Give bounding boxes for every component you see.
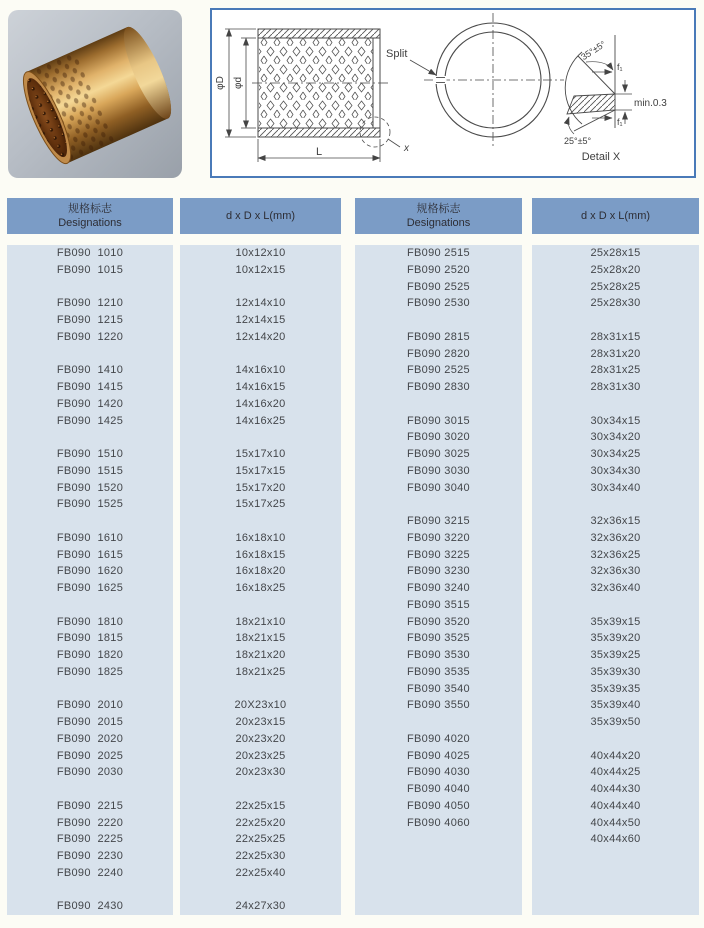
table-cell: 35x39x30 bbox=[590, 665, 641, 678]
table-cell bbox=[7, 513, 173, 530]
table-cell: 16x18x20 bbox=[235, 565, 286, 578]
table-cell bbox=[355, 496, 522, 513]
table-cell bbox=[355, 898, 522, 915]
dim-phid-label: φd bbox=[233, 76, 244, 90]
bushing-photo bbox=[8, 10, 182, 178]
table-cell: FB090 1615 bbox=[56, 548, 124, 561]
table-cell bbox=[180, 429, 341, 446]
table-cell: 22x25x40 bbox=[235, 866, 286, 879]
table-cell: FB090 2030 bbox=[56, 766, 124, 779]
table-cell: 32x36x20 bbox=[590, 531, 641, 544]
table-cell: FB090 1815 bbox=[56, 632, 124, 645]
table-cell: FB090 1620 bbox=[56, 565, 124, 578]
header-en: d x D x L(mm) bbox=[225, 210, 296, 222]
table-cell: FB090 3220 bbox=[407, 531, 470, 544]
table-cell: FB090 3225 bbox=[407, 548, 470, 561]
header-en: d x D x L(mm) bbox=[580, 210, 651, 222]
table-cell: 32x36x30 bbox=[590, 565, 641, 578]
table-cell: FB090 2020 bbox=[56, 732, 124, 745]
table-cell: 12x14x20 bbox=[235, 330, 286, 343]
table-cell: FB090 2525 bbox=[407, 280, 470, 293]
table-cell: 40x44x25 bbox=[590, 766, 641, 779]
table-cell: 22x25x25 bbox=[235, 833, 286, 846]
table-cell: 20X23x10 bbox=[234, 699, 287, 712]
table-cell bbox=[180, 346, 341, 363]
table-cell: FB090 1415 bbox=[56, 381, 124, 393]
table-cell: 32x36x25 bbox=[590, 548, 641, 561]
table-cell: 35x39x35 bbox=[590, 682, 641, 695]
table-cell: FB090 1425 bbox=[56, 414, 124, 427]
table-cell bbox=[532, 865, 699, 882]
table-cell: 40x44x50 bbox=[590, 816, 641, 829]
table-cell: FB090 1010 bbox=[56, 247, 124, 259]
table-cell: FB090 1510 bbox=[56, 448, 124, 460]
table-cell bbox=[532, 848, 699, 865]
table-cell bbox=[7, 279, 173, 296]
table-cell: FB090 1420 bbox=[56, 397, 124, 410]
table-cell: FB090 3520 bbox=[407, 615, 470, 628]
table-cell: 35x39x15 bbox=[590, 615, 641, 628]
dim-L-label: L bbox=[315, 146, 323, 158]
table-cell: FB090 2015 bbox=[56, 716, 124, 728]
table-cell: FB090 2220 bbox=[56, 816, 124, 829]
table-cell bbox=[532, 597, 699, 614]
table-cell: 35x39x50 bbox=[590, 716, 641, 728]
header-designations-right bbox=[355, 198, 522, 234]
table-cell: FB090 2530 bbox=[407, 297, 470, 310]
table-cell: FB090 3515 bbox=[407, 598, 470, 611]
table-cell bbox=[532, 731, 699, 748]
table-cell: FB090 3030 bbox=[407, 464, 470, 477]
table-cell: FB090 2225 bbox=[56, 833, 124, 846]
table-cell: FB090 2520 bbox=[407, 263, 470, 276]
table-cell: FB090 4040 bbox=[407, 783, 470, 795]
column-designations-left bbox=[7, 245, 173, 915]
table-cell: 14x16x25 bbox=[235, 414, 286, 427]
table-cell: 28x31x15 bbox=[590, 330, 641, 343]
table-cell bbox=[180, 279, 341, 296]
section-view bbox=[225, 29, 400, 162]
table-cell: FB090 1215 bbox=[56, 314, 124, 326]
table-cell: 30x34x30 bbox=[590, 464, 641, 477]
detail-x-callout-label: x bbox=[404, 143, 409, 154]
table-cell: 10x12x10 bbox=[235, 247, 286, 259]
table-cell: 28x31x25 bbox=[590, 364, 641, 377]
table-cell: FB090 3535 bbox=[407, 665, 470, 678]
column-dimensions-left bbox=[180, 245, 341, 915]
table-cell: 28x31x20 bbox=[590, 347, 641, 360]
header-dimensions-left bbox=[180, 198, 341, 234]
table-cell: 35x39x40 bbox=[590, 699, 641, 712]
table-cell: FB090 1625 bbox=[56, 582, 124, 594]
table-cell: FB090 3230 bbox=[407, 565, 470, 578]
table-cell: 16x18x10 bbox=[235, 531, 286, 544]
table-cell: FB090 3540 bbox=[407, 682, 470, 695]
header-designations-left bbox=[7, 198, 173, 234]
table-cell: 30x34x15 bbox=[590, 414, 641, 427]
table-cell: FB090 3025 bbox=[407, 448, 470, 460]
table-cell: 16x18x15 bbox=[235, 548, 286, 561]
table-cell: 15x17x15 bbox=[235, 464, 286, 477]
table-cell: FB090 1515 bbox=[56, 464, 124, 477]
table-cell: FB090 1610 bbox=[56, 531, 124, 544]
table-cell bbox=[7, 882, 173, 899]
table-cell: 25x28x30 bbox=[590, 297, 641, 310]
table-cell: FB090 2230 bbox=[56, 850, 124, 862]
table-cell: 18x21x15 bbox=[235, 632, 286, 645]
table-cell: FB090 4020 bbox=[407, 732, 470, 745]
table-cell bbox=[7, 346, 173, 363]
table-cell: FB090 3015 bbox=[407, 414, 470, 427]
table-cell: FB090 1015 bbox=[56, 263, 124, 276]
angle-35-label: 35°±5° bbox=[579, 38, 608, 63]
table-cell bbox=[180, 781, 341, 798]
table-cell bbox=[180, 681, 341, 698]
column-designations-right bbox=[355, 245, 522, 915]
table-cell: 30x34x20 bbox=[590, 431, 641, 444]
table-cell bbox=[532, 312, 699, 329]
technical-drawing bbox=[212, 10, 694, 176]
table-cell: 10x12x15 bbox=[235, 263, 286, 276]
table-cell bbox=[355, 865, 522, 882]
table-cell: 20x23x25 bbox=[235, 749, 286, 762]
table-cell: 12x14x10 bbox=[235, 297, 286, 310]
header-en: Designations bbox=[406, 217, 471, 229]
table-cell bbox=[355, 848, 522, 865]
table-cell: 22x25x30 bbox=[235, 850, 286, 862]
table-cell: 15x17x10 bbox=[235, 448, 286, 460]
table-cell: FB090 1810 bbox=[56, 615, 124, 628]
table-cell bbox=[7, 597, 173, 614]
table-cell: 25x28x15 bbox=[590, 247, 641, 259]
table-cell: 20x23x15 bbox=[235, 716, 286, 728]
table-cell bbox=[7, 781, 173, 798]
table-cell: FB090 2010 bbox=[56, 699, 124, 712]
table-cell: FB090 2815 bbox=[407, 330, 470, 343]
table-cell: 25x28x20 bbox=[590, 263, 641, 276]
table-cell: FB090 1410 bbox=[56, 364, 124, 377]
table-cell bbox=[355, 714, 522, 731]
table-cell: FB090 4050 bbox=[407, 799, 470, 812]
table-cell: FB090 2025 bbox=[56, 749, 124, 762]
table-cell: 32x36x15 bbox=[590, 515, 641, 527]
table-cell bbox=[180, 513, 341, 530]
table-cell bbox=[532, 882, 699, 899]
table-cell: FB090 4030 bbox=[407, 766, 470, 779]
table-cell: FB090 1525 bbox=[56, 498, 124, 511]
table-cell: FB090 3215 bbox=[407, 515, 470, 527]
table-cell bbox=[355, 312, 522, 329]
table-cell bbox=[355, 831, 522, 848]
table-cell: 32x36x40 bbox=[590, 582, 641, 594]
table-cell: FB090 2525 bbox=[407, 364, 470, 377]
table-cell: FB090 2430 bbox=[56, 900, 124, 913]
table-cell: 35x39x25 bbox=[590, 649, 641, 661]
table-cell: 14x16x15 bbox=[235, 381, 286, 393]
table-cell: 15x17x20 bbox=[235, 481, 286, 494]
table-cell bbox=[532, 396, 699, 413]
ring-view bbox=[410, 13, 564, 149]
table-cell bbox=[355, 882, 522, 899]
table-cell: 15x17x25 bbox=[235, 498, 286, 511]
table-cell: 30x34x25 bbox=[590, 448, 641, 460]
table-cell: FB090 2515 bbox=[407, 247, 470, 259]
table-cell: 22x25x20 bbox=[235, 816, 286, 829]
table-cell bbox=[355, 396, 522, 413]
table-cell: 28x31x30 bbox=[590, 381, 641, 393]
header-zh: 规格标志 bbox=[416, 203, 461, 215]
table-cell: 40x44x30 bbox=[590, 783, 641, 795]
dim-phiD-label: φD bbox=[215, 76, 226, 90]
table-cell: 20x23x20 bbox=[235, 732, 286, 745]
table-cell: FB090 2830 bbox=[407, 381, 470, 393]
table-cell bbox=[532, 496, 699, 513]
table-cell: 25x28x25 bbox=[590, 280, 641, 293]
table-cell bbox=[180, 882, 341, 899]
f1-bottom-label: f₁ bbox=[617, 117, 623, 127]
table-cell: FB090 3240 bbox=[407, 582, 470, 594]
table-cell: FB090 3020 bbox=[407, 431, 470, 444]
table-cell: FB090 2240 bbox=[56, 866, 124, 879]
table-cell: 22x25x15 bbox=[235, 799, 286, 812]
table-cell: 20x23x30 bbox=[235, 766, 286, 779]
header-zh: 规格标志 bbox=[68, 203, 112, 215]
table-cell: 14x16x10 bbox=[235, 364, 286, 377]
detail-x-caption: Detail X bbox=[581, 151, 621, 163]
table-cell: FB090 1520 bbox=[56, 481, 124, 494]
table-cell: FB090 3530 bbox=[407, 649, 470, 661]
table-cell: 40x44x20 bbox=[590, 749, 641, 762]
table-cell: FB090 4060 bbox=[407, 816, 470, 829]
min-03-label: min.0.3 bbox=[634, 98, 667, 109]
table-cell: FB090 3040 bbox=[407, 481, 470, 494]
table-cell: 14x16x20 bbox=[235, 397, 286, 410]
table-cell: 18x21x10 bbox=[235, 615, 286, 628]
table-cell: FB090 1210 bbox=[56, 297, 124, 310]
table-cell: 18x21x20 bbox=[235, 649, 286, 661]
table-cell: 18x21x25 bbox=[235, 665, 286, 678]
column-dimensions-right bbox=[532, 245, 699, 915]
table-cell: 40x44x40 bbox=[590, 799, 641, 812]
header-en: Designations bbox=[58, 217, 122, 229]
f1-top-label: f₁ bbox=[617, 62, 623, 72]
table-cell: FB090 1220 bbox=[56, 330, 124, 343]
table-cell: FB090 3525 bbox=[407, 632, 470, 645]
table-cell: FB090 1820 bbox=[56, 649, 124, 661]
table-cell: 16x18x25 bbox=[235, 582, 286, 594]
table-cell: FB090 1825 bbox=[56, 665, 124, 678]
table-cell: 40x44x60 bbox=[590, 833, 641, 846]
angle-25-label: 25°±5° bbox=[564, 136, 592, 146]
table-cell: 30x34x40 bbox=[590, 481, 641, 494]
table-cell: FB090 4025 bbox=[407, 749, 470, 762]
table-cell: 35x39x20 bbox=[590, 632, 641, 645]
table-cell: FB090 3550 bbox=[407, 699, 470, 712]
table-cell: FB090 2215 bbox=[56, 799, 124, 812]
technical-drawing-panel bbox=[210, 8, 696, 178]
table-cell bbox=[180, 597, 341, 614]
table-cell bbox=[7, 681, 173, 698]
split-label: Split bbox=[386, 48, 408, 60]
table-cell bbox=[7, 429, 173, 446]
table-cell: FB090 2820 bbox=[407, 347, 470, 360]
product-photo-panel bbox=[8, 10, 182, 178]
table-cell: 24x27x30 bbox=[235, 900, 286, 913]
table-cell bbox=[532, 898, 699, 915]
header-dimensions-right bbox=[532, 198, 699, 234]
table-cell: 12x14x15 bbox=[235, 314, 286, 326]
